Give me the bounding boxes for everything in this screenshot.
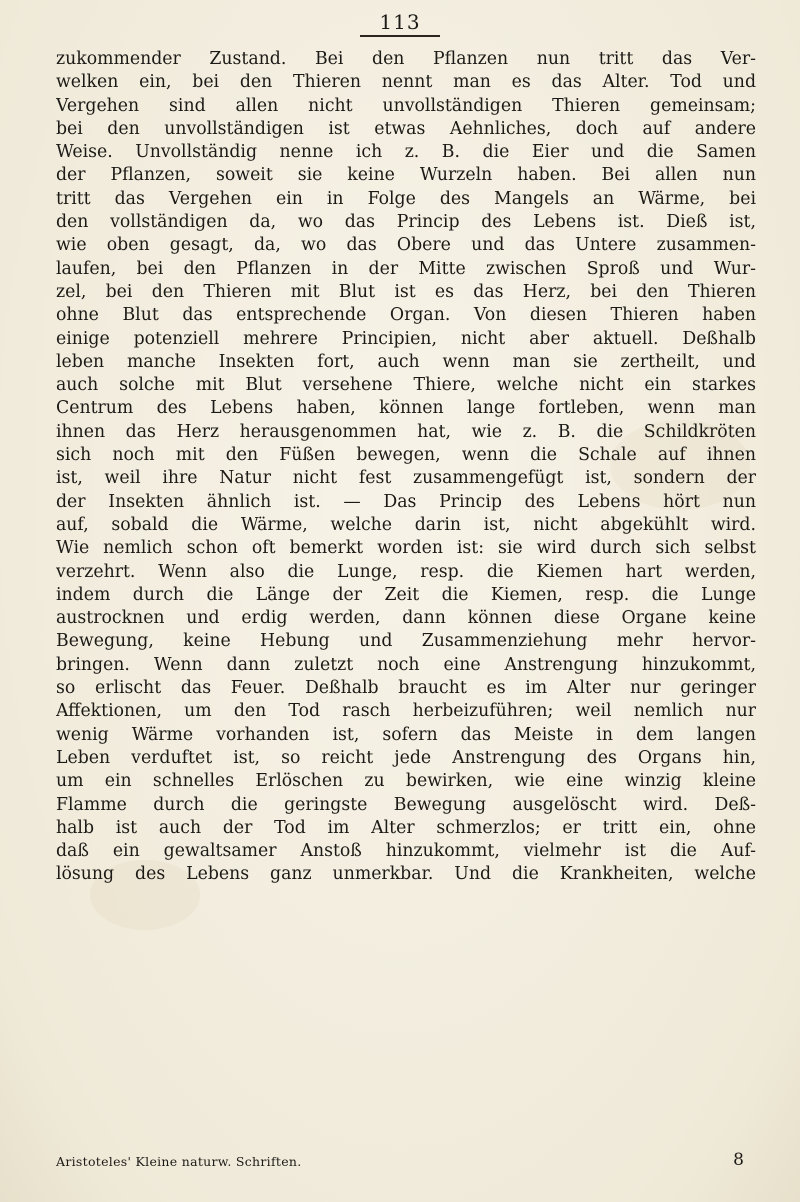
text-line: ihnen das Herz herausgenommen hat, wie z. B. die Schildkröten (56, 421, 756, 442)
text-line: wie oben gesagt, da, wo das Obere und das Untere zusammen- (56, 235, 756, 256)
text-line: leben manche Insekten fort, auch wenn man sie zertheilt, und (56, 351, 756, 372)
text-line: Flamme durch die geringste Bewegung ausgelöscht wird. Deß- (56, 794, 756, 815)
signature-mark: 8 (733, 1150, 744, 1170)
text-line: der Insekten ähnlich ist. — Das Princip des Lebens hört nun (56, 491, 756, 512)
text-line: Bewegung, keine Hebung und Zusammenziehung mehr hervor- (56, 631, 756, 652)
text-line: verzehrt. Wenn also die Lunge, resp. die Kiemen hart werden, (56, 561, 756, 582)
text-line: Leben verduftet ist, so reicht jede Anstrengung des Organs hin, (56, 747, 756, 768)
text-line: austrocknen und erdig werden, dann können diese Organe keine (56, 608, 756, 629)
text-line: der Pflanzen, soweit sie keine Wurzeln haben. Bei allen nun (56, 165, 756, 186)
text-line: tritt das Vergehen ein in Folge des Mangels an Wärme, bei (56, 188, 756, 209)
text-line: wenig Wärme vorhanden ist, sofern das Meiste in dem langen (56, 724, 756, 745)
text-line: Affektionen, um den Tod rasch herbeizuführen; weil nemlich nur (56, 701, 756, 722)
body-text (56, 48, 756, 887)
text-line: einige potenziell mehrere Principien, nicht aber aktuell. Deßhalb (56, 328, 756, 349)
text-line: so erlischt das Feuer. Deßhalb braucht es im Alter nur geringer (56, 678, 756, 699)
text-line: bringen. Wenn dann zuletzt noch eine Anstrengung hinzukommt, (56, 654, 756, 675)
text-line: um ein schnelles Erlöschen zu bewirken, wie eine winzig kleine (56, 771, 756, 792)
text-line: zel, bei den Thieren mit Blut ist es das Herz, bei den Thieren (56, 281, 756, 302)
text-line: lösung des Lebens ganz unmerkbar. Und die Krankheiten, welche (56, 864, 756, 885)
text-line: ist, weil ihre Natur nicht fest zusammengefügt ist, sondern der (56, 468, 756, 489)
text-line: ohne Blut das entsprechende Organ. Von diesen Thieren haben (56, 305, 756, 326)
text-line: welken ein, bei den Thieren nennt man es das Alter. Tod und (56, 72, 756, 93)
text-line: bei den unvollständigen ist etwas Aehnliches, doch auf andere (56, 118, 756, 139)
text-line: Vergehen sind allen nicht unvollständigen Thieren gemeinsam; (56, 95, 756, 116)
page-footer (56, 1150, 756, 1172)
running-title: Aristoteles' Kleine naturw. Schriften. (56, 1154, 302, 1169)
text-line: sich noch mit den Füßen bewegen, wenn die Schale auf ihnen (56, 445, 756, 466)
text-line: daß ein gewaltsamer Anstoß hinzukommt, vielmehr ist die Auf- (56, 841, 756, 862)
text-line: indem durch die Länge der Zeit die Kiemen, resp. die Lunge (56, 584, 756, 605)
text-line: Weise. Unvollständig nenne ich z. B. die Eier und die Samen (56, 142, 756, 163)
text-line: Centrum des Lebens haben, können lange fortleben, wenn man (56, 398, 756, 419)
text-line: Wie nemlich schon oft bemerkt worden ist: sie wird durch sich selbst (56, 538, 756, 559)
text-line: auf, sobald die Wärme, welche darin ist, nicht abgekühlt wird. (56, 514, 756, 535)
text-line: den vollständigen da, wo das Princip des Lebens ist. Dieß ist, (56, 212, 756, 233)
text-line: halb ist auch der Tod im Alter schmerzlos; er tritt ein, ohne (56, 817, 756, 838)
text-line: zukommender Zustand. Bei den Pflanzen nun tritt das Ver- (56, 49, 756, 69)
text-line: auch solche mit Blut versehene Thiere, welche nicht ein starkes (56, 375, 756, 396)
page-number: 113 (360, 10, 440, 37)
text-line: laufen, bei den Pflanzen in der Mitte zwischen Sproß und Wur- (56, 258, 756, 279)
